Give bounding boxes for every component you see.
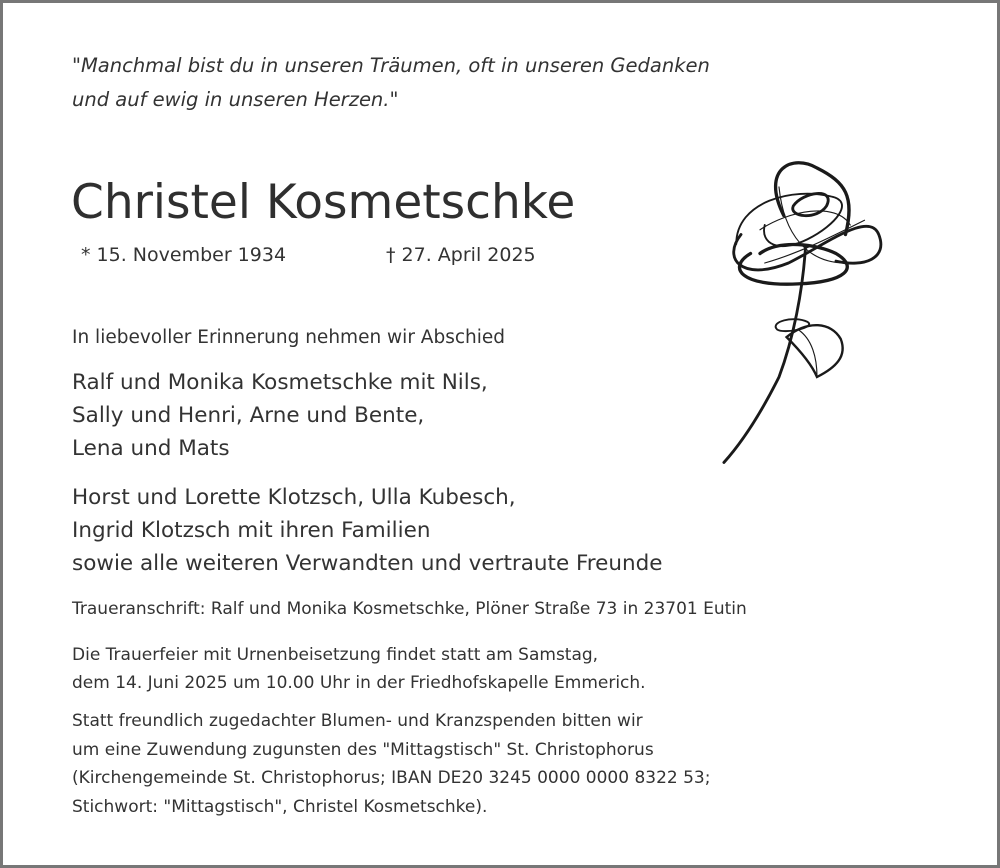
ceremony-line: Die Trauerfeier mit Urnenbeisetzung findet statt am Samstag, bbox=[72, 645, 599, 665]
donation-line: Statt freundlich zugedachter Blumen- und Kranzspenden bitten wir bbox=[72, 711, 643, 731]
quote-line-1: "Manchmal bist du in unseren Träumen, oft in unseren Gedanken bbox=[72, 54, 710, 77]
family-line: Lena und Mats bbox=[72, 436, 230, 461]
family-line: sowie alle weiteren Verwandten und vertraute Freunde bbox=[72, 551, 663, 576]
donation-line: Stichwort: "Mittagstisch", Christel Kosmetschke). bbox=[72, 797, 488, 817]
deceased-name: Christel Kosmetschke bbox=[71, 175, 576, 230]
intro-text: In liebevoller Erinnerung nehmen wir Abschied bbox=[72, 327, 506, 348]
birth-date: * 15. November 1934 bbox=[81, 244, 287, 266]
family-line: Ralf und Monika Kosmetschke mit Nils, bbox=[72, 370, 488, 395]
ceremony-line: dem 14. Juni 2025 um 10.00 Uhr in der Friedhofskapelle Emmerich. bbox=[72, 673, 646, 693]
death-date: † 27. April 2025 bbox=[386, 244, 536, 266]
donation-line: um eine Zuwendung zugunsten des "Mittagstisch" St. Christophorus bbox=[72, 740, 654, 760]
mourning-address: Traueranschrift: Ralf und Monika Kosmetschke, Plöner Straße 73 in 23701 Eutin bbox=[72, 599, 747, 619]
family-line: Ingrid Klotzsch mit ihren Familien bbox=[72, 518, 431, 543]
quote-line-2: und auf ewig in unseren Herzen." bbox=[72, 88, 399, 111]
donation-line: (Kirchengemeinde St. Christophorus; IBAN DE20 3245 0000 0000 8322 53; bbox=[72, 768, 711, 788]
family-line: Horst und Lorette Klotzsch, Ulla Kubesch, bbox=[72, 485, 516, 510]
family-line: Sally und Henri, Arne und Bente, bbox=[72, 403, 425, 428]
rose-icon bbox=[703, 148, 893, 473]
